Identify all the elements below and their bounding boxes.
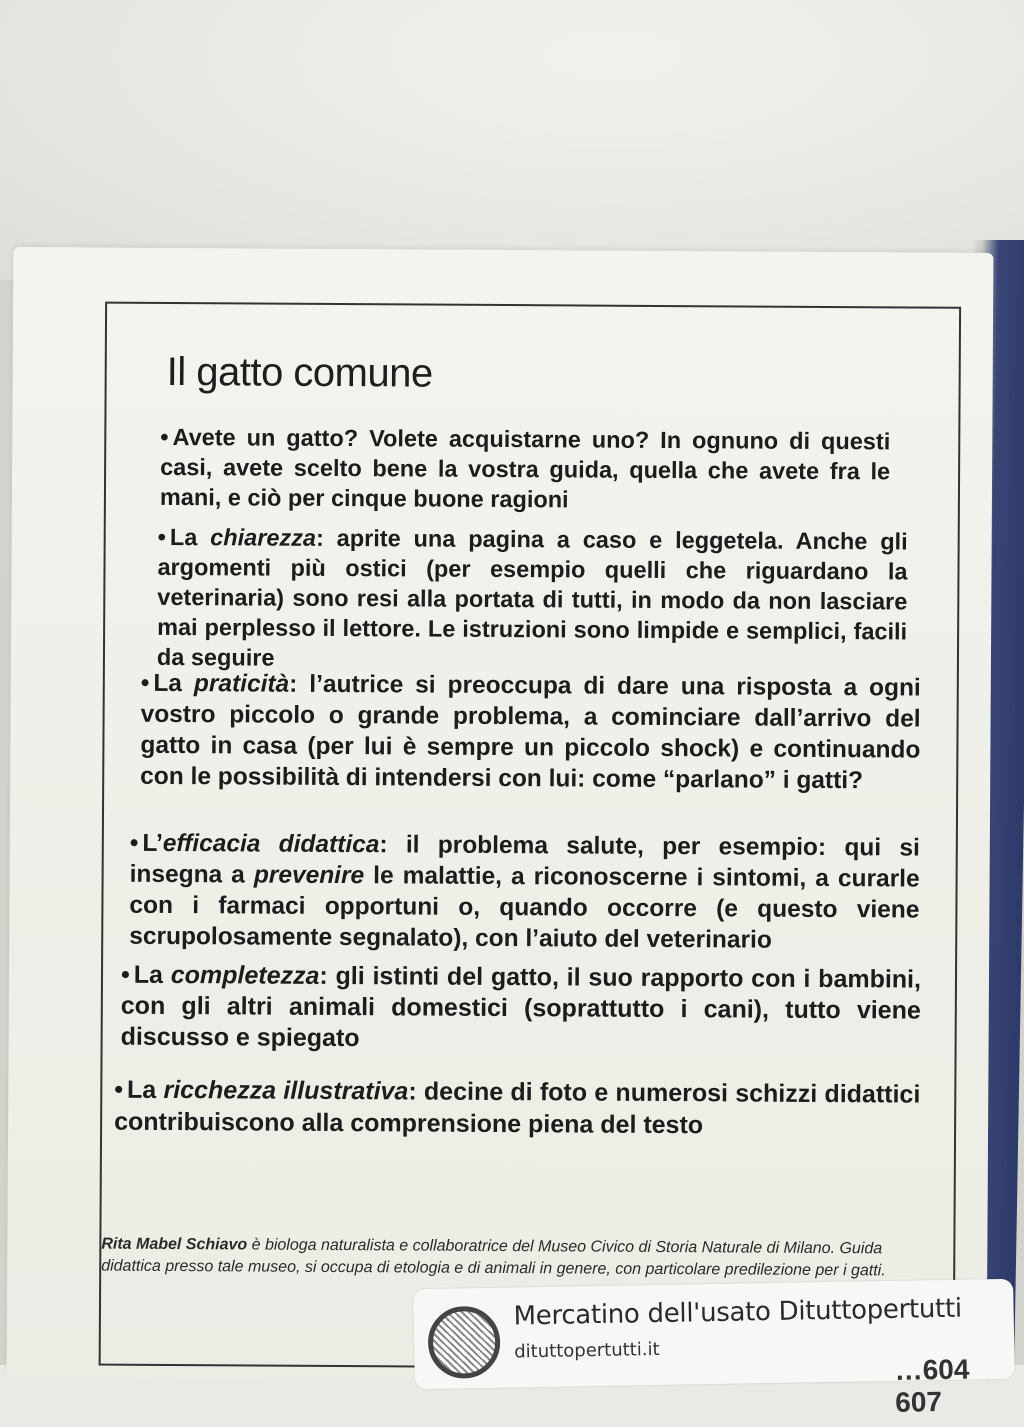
- bullet: •: [157, 523, 167, 550]
- paragraph-intro: • Avete un gatto? Volete acquistarne uno? In ognuno di questi casi, avete scelto bene la vostra guida, quella che avete fra le mani, e ciò per cinque buone ragioni: [159, 423, 891, 513]
- bullet: •: [129, 829, 139, 857]
- shop-name: Mercatino dell'usato Dituttopertutti: [513, 1293, 963, 1332]
- paragraph-praticita: • La praticità: l’autrice si preoccupa di dare una risposta a ogni vostro piccolo o grande problema, a cominciare dall’arrivo del gatto in casa (per lui è sempre un piccolo shock) e continuando con le possibilità di intendersi con lui: come “parlano” i gatti?: [140, 669, 921, 795]
- paragraph-efficacia: • L’efficacia didattica: il problema salute, per esempio: qui si insegna a prevenire le malattie, a riconoscerne i sintomi, a curarle con i farmaci opportuni o, quando occorre (e questo viene scrupolosamente segnalato), con l’aiuto del veterinario: [129, 829, 920, 954]
- shop-logo-icon: [427, 1306, 500, 1379]
- author-bio-text: è biologa naturalista e collaboratrice del Museo Civico di Storia Naturale di Milano. Guida didattica presso tale museo, si occupa di etologia e di animali in genere, con particolare predilezione per i gatti.: [101, 1236, 886, 1280]
- author-name: Rita Mabel Schiavo: [101, 1235, 248, 1254]
- table-surface: [0, 0, 1024, 280]
- sticker-number: …604 607: [894, 1353, 970, 1418]
- bullet: •: [114, 1075, 124, 1104]
- bullet: •: [120, 960, 130, 989]
- bullet: •: [160, 423, 169, 450]
- paragraph-chiarezza: • La chiarezza: aprite una pagina a caso e leggetela. Anche gli argomenti più ostici (per esempio quelli che riguardano la veterinaria) sono resi alla portata di tutti, in modo da non lasciare mai perplesso il lettore. Le istruzioni sono limpide e semplici, facili da seguire: [156, 523, 908, 671]
- book-back-cover: [7, 247, 994, 1383]
- price-sticker: [413, 1279, 1015, 1418]
- book-title: Il gatto comune: [166, 349, 433, 396]
- paragraph-completezza: • La completezza: gli istinti del gatto, il suo rapporto con i bambini, con gli altri animali domestici (soprattutto i cani), tutto viene discusso e spiegato: [120, 960, 922, 1053]
- bullet: •: [140, 669, 150, 697]
- shop-website: dituttopertutti.it: [514, 1338, 660, 1363]
- cover-frame: [99, 302, 961, 1371]
- author-bio: [101, 1234, 927, 1283]
- paragraph-ricchezza: • La ricchezza illustrativa: decine di foto e numerosi schizzi didattici contribuiscono alla comprensione piena del testo: [114, 1075, 921, 1140]
